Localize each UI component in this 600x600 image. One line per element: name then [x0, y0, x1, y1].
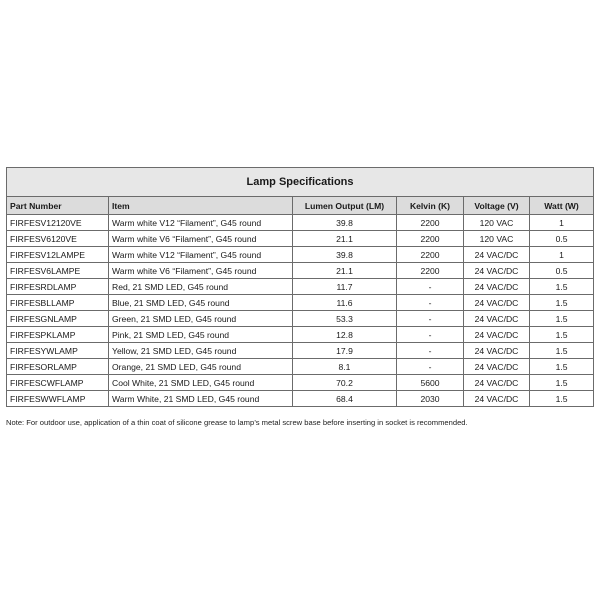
cell-voltage: 24 VAC/DC — [464, 359, 530, 375]
table-row — [7, 359, 594, 375]
cell-kelvin: - — [397, 343, 464, 359]
cell-watt: 1 — [530, 215, 594, 231]
cell-lumen-output: 39.8 — [293, 215, 397, 231]
cell-voltage: 24 VAC/DC — [464, 327, 530, 343]
cell-item: Blue, 21 SMD LED, G45 round — [109, 295, 293, 311]
table-row — [7, 263, 594, 279]
cell-part-number: FIRFESV6LAMPE — [7, 263, 109, 279]
cell-watt: 1 — [530, 247, 594, 263]
lamp-spec-table — [6, 167, 594, 407]
lamp-spec-table-container — [6, 167, 593, 407]
cell-item: Warm white V12 “Filament”, G45 round — [109, 247, 293, 263]
table-row — [7, 231, 594, 247]
cell-watt: 1.5 — [530, 359, 594, 375]
cell-voltage: 24 VAC/DC — [464, 279, 530, 295]
table-title-row — [7, 168, 594, 197]
cell-watt: 1.5 — [530, 311, 594, 327]
cell-lumen-output: 11.6 — [293, 295, 397, 311]
cell-part-number: FIRFESV6120VE — [7, 231, 109, 247]
cell-kelvin: - — [397, 295, 464, 311]
cell-lumen-output: 68.4 — [293, 391, 397, 407]
cell-item: Yellow, 21 SMD LED, G45 round — [109, 343, 293, 359]
cell-kelvin: 2200 — [397, 247, 464, 263]
cell-lumen-output: 8.1 — [293, 359, 397, 375]
cell-kelvin: 2200 — [397, 263, 464, 279]
table-row — [7, 343, 594, 359]
cell-voltage: 120 VAC — [464, 215, 530, 231]
cell-part-number: FIRFESGNLAMP — [7, 311, 109, 327]
cell-part-number: FIRFESV12LAMPE — [7, 247, 109, 263]
cell-kelvin: - — [397, 359, 464, 375]
cell-lumen-output: 21.1 — [293, 263, 397, 279]
table-row — [7, 327, 594, 343]
cell-part-number: FIRFESV12120VE — [7, 215, 109, 231]
table-title: Lamp Specifications — [7, 168, 594, 197]
header-watt: Watt (W) — [530, 197, 594, 215]
cell-part-number: FIRFESPKLAMP — [7, 327, 109, 343]
cell-voltage: 24 VAC/DC — [464, 311, 530, 327]
table-row — [7, 375, 594, 391]
cell-item: Warm White, 21 SMD LED, G45 round — [109, 391, 293, 407]
cell-kelvin: 5600 — [397, 375, 464, 391]
cell-lumen-output: 17.9 — [293, 343, 397, 359]
cell-watt: 1.5 — [530, 375, 594, 391]
cell-watt: 1.5 — [530, 279, 594, 295]
cell-part-number: FIRFESWWFLAMP — [7, 391, 109, 407]
table-row — [7, 279, 594, 295]
cell-watt: 0.5 — [530, 231, 594, 247]
header-kelvin: Kelvin (K) — [397, 197, 464, 215]
table-header-row — [7, 197, 594, 215]
cell-part-number: FIRFESBLLAMP — [7, 295, 109, 311]
header-part-number: Part Number — [7, 197, 109, 215]
table-row — [7, 247, 594, 263]
cell-item: Warm white V6 “Filament”, G45 round — [109, 231, 293, 247]
cell-item: Pink, 21 SMD LED, G45 round — [109, 327, 293, 343]
cell-lumen-output: 12.8 — [293, 327, 397, 343]
table-row — [7, 311, 594, 327]
cell-voltage: 24 VAC/DC — [464, 295, 530, 311]
header-voltage: Voltage (V) — [464, 197, 530, 215]
cell-watt: 1.5 — [530, 295, 594, 311]
cell-item: Orange, 21 SMD LED, G45 round — [109, 359, 293, 375]
cell-kelvin: 2200 — [397, 231, 464, 247]
cell-watt: 0.5 — [530, 263, 594, 279]
cell-kelvin: - — [397, 311, 464, 327]
cell-voltage: 24 VAC/DC — [464, 263, 530, 279]
cell-kelvin: 2030 — [397, 391, 464, 407]
cell-kelvin: 2200 — [397, 215, 464, 231]
cell-lumen-output: 39.8 — [293, 247, 397, 263]
header-lumen-output: Lumen Output (LM) — [293, 197, 397, 215]
cell-lumen-output: 70.2 — [293, 375, 397, 391]
cell-voltage: 24 VAC/DC — [464, 391, 530, 407]
cell-kelvin: - — [397, 327, 464, 343]
cell-item: Red, 21 SMD LED, G45 round — [109, 279, 293, 295]
cell-voltage: 24 VAC/DC — [464, 375, 530, 391]
cell-voltage: 24 VAC/DC — [464, 343, 530, 359]
cell-watt: 1.5 — [530, 391, 594, 407]
table-row — [7, 295, 594, 311]
cell-voltage: 120 VAC — [464, 231, 530, 247]
cell-watt: 1.5 — [530, 343, 594, 359]
cell-voltage: 24 VAC/DC — [464, 247, 530, 263]
cell-lumen-output: 53.3 — [293, 311, 397, 327]
cell-lumen-output: 11.7 — [293, 279, 397, 295]
outdoor-use-note: Note: For outdoor use, application of a thin coat of silicone grease to lamp’s metal screw base before inserting in socket is recommended. — [6, 418, 468, 427]
table-row — [7, 391, 594, 407]
cell-part-number: FIRFESRDLAMP — [7, 279, 109, 295]
cell-watt: 1.5 — [530, 327, 594, 343]
header-item: Item — [109, 197, 293, 215]
cell-item: Warm white V6 “Filament”, G45 round — [109, 263, 293, 279]
cell-item: Warm white V12 “Filament”, G45 round — [109, 215, 293, 231]
cell-part-number: FIRFESYWLAMP — [7, 343, 109, 359]
cell-kelvin: - — [397, 279, 464, 295]
cell-part-number: FIRFESCWFLAMP — [7, 375, 109, 391]
table-row — [7, 215, 594, 231]
cell-item: Cool White, 21 SMD LED, G45 round — [109, 375, 293, 391]
cell-item: Green, 21 SMD LED, G45 round — [109, 311, 293, 327]
cell-lumen-output: 21.1 — [293, 231, 397, 247]
cell-part-number: FIRFESORLAMP — [7, 359, 109, 375]
